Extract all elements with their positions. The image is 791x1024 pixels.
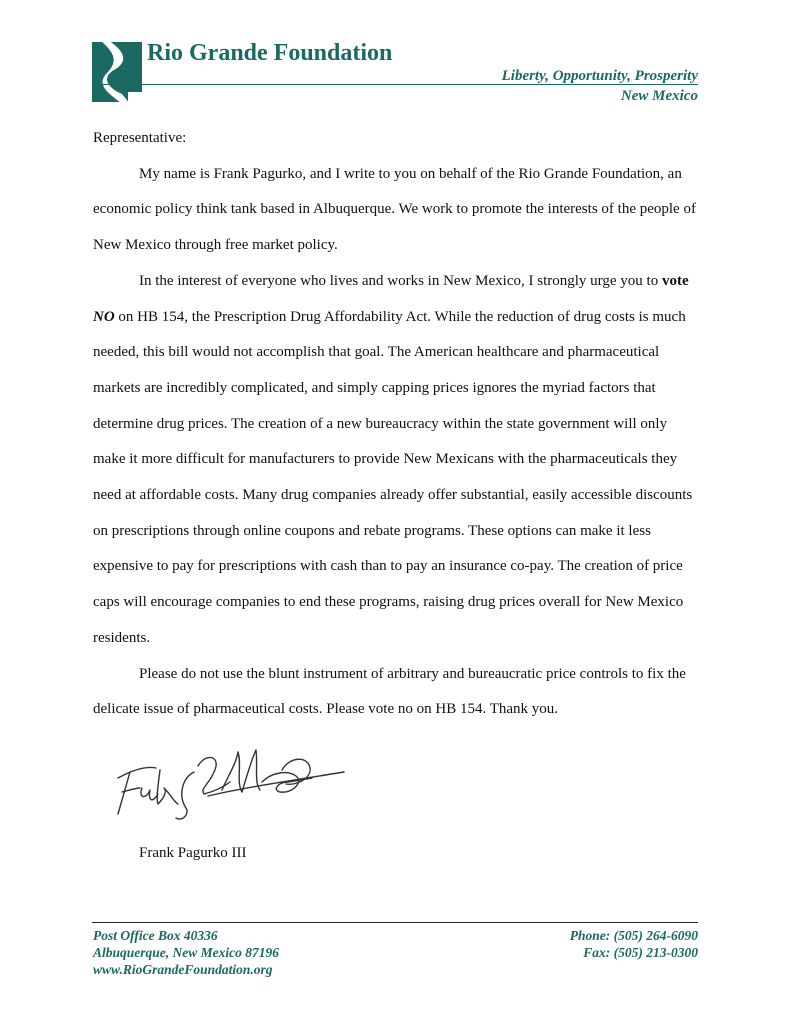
no-emphasis: NO xyxy=(93,308,115,325)
org-name: Rio Grande Foundation xyxy=(147,40,393,66)
paragraph-argument xyxy=(93,264,699,657)
footer-city: Albuquerque, New Mexico 87196 xyxy=(93,945,280,960)
tagline: Liberty, Opportunity, Prosperity xyxy=(501,68,698,84)
footer-po-box: Post Office Box 40336 xyxy=(93,928,218,943)
foundation-logo-icon xyxy=(92,42,142,102)
paragraph-argument-intro: In the interest of everyone who lives and works in New Mexico, I strongly urge you to xyxy=(139,272,659,289)
footer-website-link[interactable]: www.RioGrandeFoundation.org xyxy=(93,962,273,977)
paragraph-intro: My name is Frank Pagurko, and I write to you on behalf of the Rio Grande Foundation, an economic policy think tank based in Albuquerque. We work to promote the interests of the people of New Mexico through free market policy. xyxy=(93,165,696,254)
footer-phone: Phone: (505) 264-6090 xyxy=(569,928,698,943)
salutation: Representative: xyxy=(93,130,187,146)
vote-emphasis: vote xyxy=(661,272,689,289)
footer-divider xyxy=(92,922,698,923)
handwritten-signature xyxy=(112,742,357,827)
paragraph-argument-body: on HB 154, the Prescription Drug Affordability Act. While the reduction of drug costs is much needed, this bill would not accomplish that goal. The American healthcare and pharmaceutical markets are incredibly complicated, and simply capping prices ignores the myriad factors that determine drug prices. The creation of a new bureaucracy within the state government will only make it more difficult for manufacturers to provide New Mexicans with the pharmaceuticals they need at affordable costs. Many drug companies already offer substantial, easily accessible discounts on prescriptions through online coupons and rebate programs. These options can make it less expensive to pay for prescriptions with cash than to pay an insurance co-pay. The creation of price caps will encourage companies to end these programs, raising drug prices overall for New Mexico residents. xyxy=(93,308,693,646)
state-name: New Mexico xyxy=(620,88,698,104)
paragraph-closing: Please do not use the blunt instrument of arbitrary and bureaucratic price controls to fix the delicate issue of pharmaceutical costs. Please vote no on HB 154. Thank you. xyxy=(93,665,686,718)
letter-body xyxy=(93,121,699,728)
signer-name: Frank Pagurko III xyxy=(139,845,247,861)
footer-fax: Fax: (505) 213-0300 xyxy=(583,945,698,960)
